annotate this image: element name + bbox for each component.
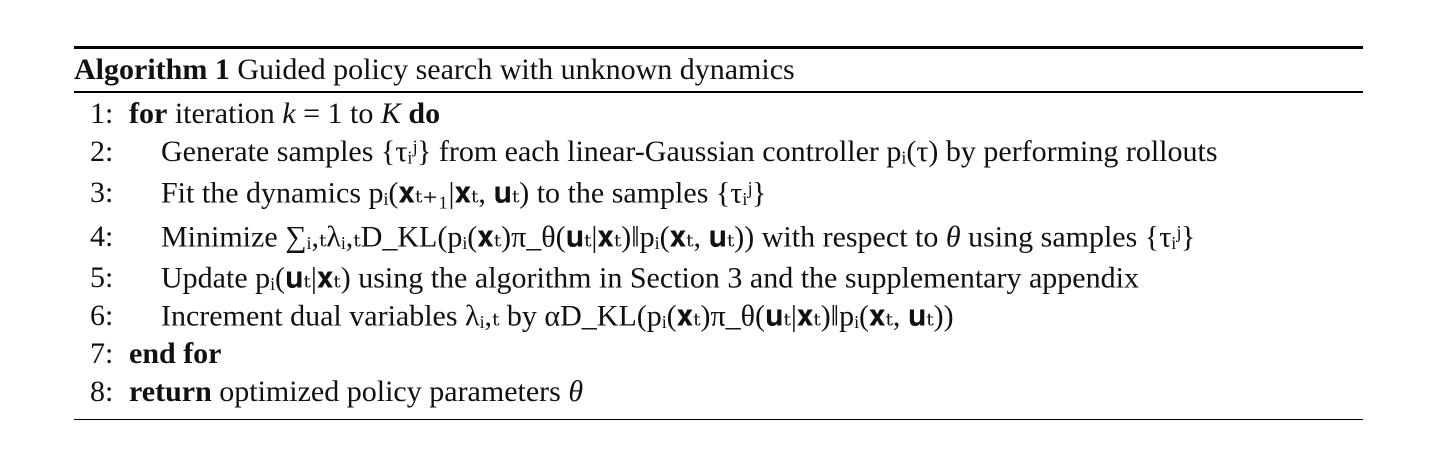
algorithm-line [74,297,1363,335]
line-text: Minimize ∑ᵢ,ₜλᵢ,ₜD_KL(pᵢ(𝐱ₜ)π_θ(𝐮ₜ|𝐱ₜ)‖pᵢ(𝐱ₜ, 𝐮ₜ)) with respect to θ using samples {τᵢʲ} [161,220,1196,253]
line-text: return optimized policy parameters θ [129,374,584,408]
line-text: for iteration k = 1 to K do [129,96,441,130]
bottom-rule [74,419,1363,421]
line-number: 7: [90,336,114,370]
line-text: Update pᵢ(𝐮ₜ|𝐱ₜ) using the algorithm in Section 3 and the supplementary appendix [161,261,1139,294]
algorithm-caption [74,49,1363,91]
line-number: 4: [90,219,114,253]
line-text: Increment dual variables λᵢ,ₜ by αD_KL(pᵢ(𝐱ₜ)π_θ(𝐮ₜ|𝐱ₜ)‖pᵢ(𝐱ₜ, 𝐮ₜ)) [161,299,954,332]
algorithm-label: Algorithm 1 [74,53,230,86]
algorithm-line [74,171,1363,215]
line-text: Generate samples {τᵢʲ} from each linear-Gaussian controller pᵢ(τ) by performing rollouts [161,134,1218,168]
line-number: 5: [90,260,114,294]
algorithm-line [74,133,1363,171]
algorithm-title: Guided policy search with unknown dynamics [237,53,795,86]
algorithm-line [74,335,1363,373]
line-text: Fit the dynamics pᵢ(𝐱ₜ₊₁|𝐱ₜ, 𝐮ₜ) to the samples {τᵢʲ} [161,176,767,209]
line-number: 1: [90,96,114,130]
line-text: end for [129,336,222,370]
line-number: 8: [90,374,114,408]
algorithm-block [74,46,1363,420]
algorithm-line [74,259,1363,297]
algorithm-line [74,373,1363,411]
line-number: 6: [90,298,114,332]
line-number: 2: [90,134,114,168]
algorithm-line [74,215,1363,259]
algorithm-lines [74,93,1363,411]
line-number: 3: [90,175,114,209]
algorithm-line [74,95,1363,133]
